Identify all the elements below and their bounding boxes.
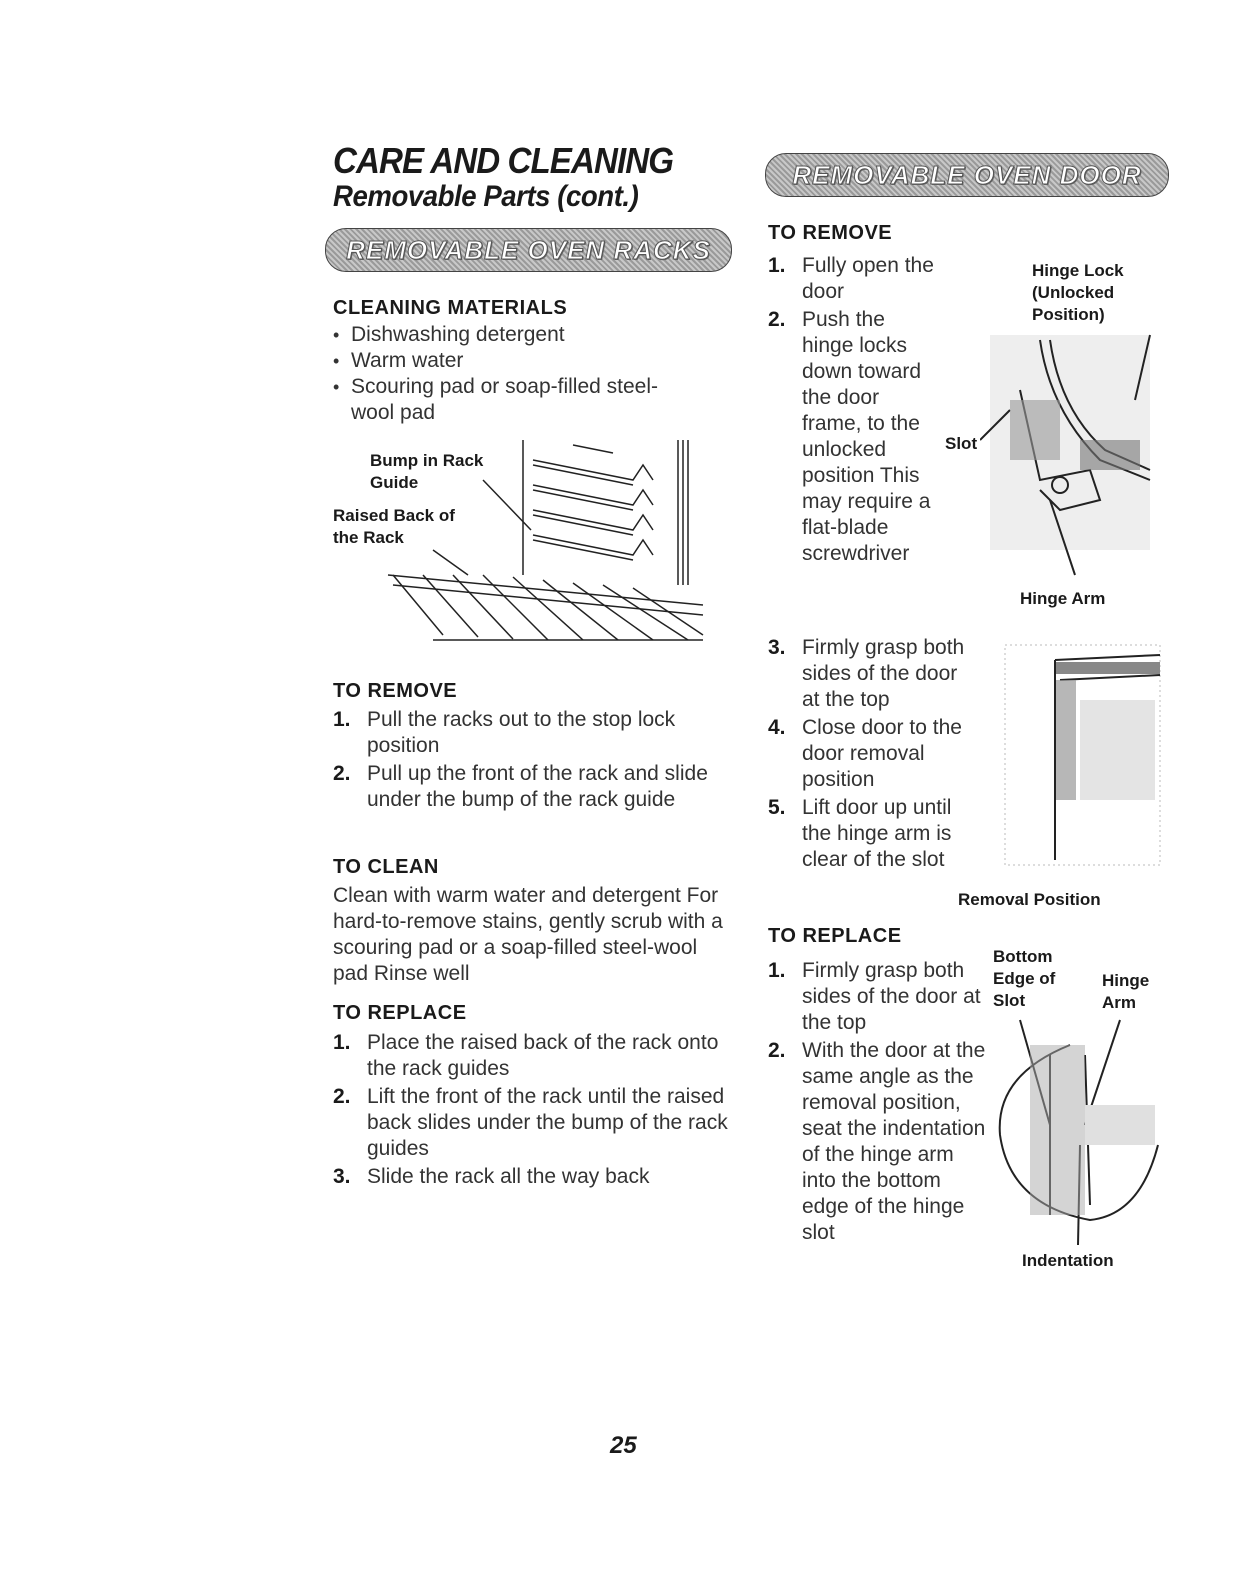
step-text: Place the raised back of the rack onto the rack guides (367, 1031, 719, 1080)
step-number: 1. (333, 1031, 351, 1054)
step-text: Slide the rack all the way back (367, 1165, 650, 1188)
hinge-replace-illustration (990, 1015, 1165, 1255)
section-banner-door (765, 153, 1169, 197)
label-removal-position: Removal Position (958, 890, 1101, 909)
removal-position-illustration (1000, 640, 1165, 870)
remove-steps-door (768, 253, 968, 569)
step-number: 2. (768, 1039, 786, 1062)
step-text: Firmly grasp both sides of the door at the top (802, 636, 965, 711)
banner-label: REMOVABLE OVEN RACKS (346, 234, 711, 265)
page-title: CARE AND CLEANING (333, 140, 674, 181)
label-hinge-arm-2: Hinge Arm (1102, 971, 1150, 1012)
list-item (768, 253, 968, 305)
step-text: Lift door up until the hinge arm is clear of the slot (802, 796, 952, 871)
remove-steps-door-2 (768, 635, 978, 875)
list-item (768, 307, 942, 567)
label-bottom-edge-of-slot: Bottom Edge of Slot (993, 947, 1056, 1010)
materials-list (333, 322, 663, 426)
list-item (333, 1084, 733, 1162)
materials-heading: CLEANING MATERIALS (333, 297, 568, 319)
remove-steps-racks (333, 707, 723, 815)
step-number: 3. (768, 636, 786, 659)
label-bump-in-rack-guide: Bump in Rack Guide (370, 451, 484, 492)
list-item (768, 958, 982, 1036)
step-number: 2. (768, 308, 786, 331)
step-text: Push the hinge locks down toward the door frame, to the unlocked position This may require a flat-blade screwdriver (802, 308, 931, 565)
remove-heading-door: TO REMOVE (768, 222, 893, 244)
step-number: 1. (333, 708, 351, 731)
section-banner-racks (325, 228, 732, 272)
list-item (333, 761, 723, 813)
label-slot: Slot (945, 434, 978, 453)
replace-heading-racks: TO REPLACE (333, 1002, 467, 1024)
step-text: Pull up the front of the rack and slide under the bump of the rack guide (367, 762, 708, 811)
remove-heading-racks: TO REMOVE (333, 680, 458, 702)
step-number: 2. (333, 762, 351, 785)
replace-steps-racks (333, 1030, 733, 1192)
list-item (768, 715, 978, 793)
step-text: Lift the front of the rack until the raised back slides under the bump of the rack guides (367, 1085, 728, 1160)
list-item (333, 1030, 733, 1082)
hinge-lock-illustration (980, 330, 1160, 580)
replace-heading-door: TO REPLACE (768, 925, 902, 947)
step-text: With the door at the same angle as the removal position, seat the indentation of the hinge arm into the bottom edge of the hinge slot (802, 1039, 986, 1244)
list-item (768, 1038, 993, 1246)
step-text: Firmly grasp both sides of the door at the top (802, 959, 981, 1034)
label-hinge-arm: Hinge Arm (1020, 589, 1106, 608)
list-item (768, 635, 978, 713)
step-number: 2. (333, 1085, 351, 1108)
list-item: • Scouring pad or soap-filled steel-wool pad (333, 374, 663, 426)
step-text: Fully open the door (802, 254, 934, 303)
label-raised-back: Raised Back of the Rack (333, 506, 455, 547)
list-item: • Dishwashing detergent (333, 322, 663, 348)
clean-text: Clean with warm water and detergent For hard-to-remove stains, gently scrub with a scouring pad or a soap-filled steel-wool pad Rinse well (333, 884, 723, 985)
step-number: 4. (768, 716, 786, 739)
oven-rack-illustration (333, 435, 713, 660)
step-text: Close door to the door removal position (802, 716, 962, 791)
clean-heading: TO CLEAN (333, 856, 439, 878)
label-indentation: Indentation (1022, 1251, 1114, 1270)
step-number: 3. (333, 1165, 351, 1188)
step-number: 1. (768, 959, 786, 982)
step-number: 5. (768, 796, 786, 819)
page-subtitle: Removable Parts (cont.) (333, 180, 639, 213)
banner-label: REMOVABLE OVEN DOOR (792, 159, 1142, 190)
step-number: 1. (768, 254, 786, 277)
list-item: • Warm water (333, 348, 663, 374)
step-text: Pull the racks out to the stop lock position (367, 708, 676, 757)
list-item (768, 795, 978, 873)
replace-steps-door (768, 958, 993, 1248)
list-item (333, 1164, 733, 1190)
page-number: 25 (610, 1432, 637, 1459)
label-hinge-lock: Hinge Lock (Unlocked Position) (1032, 261, 1124, 324)
list-item (333, 707, 723, 759)
